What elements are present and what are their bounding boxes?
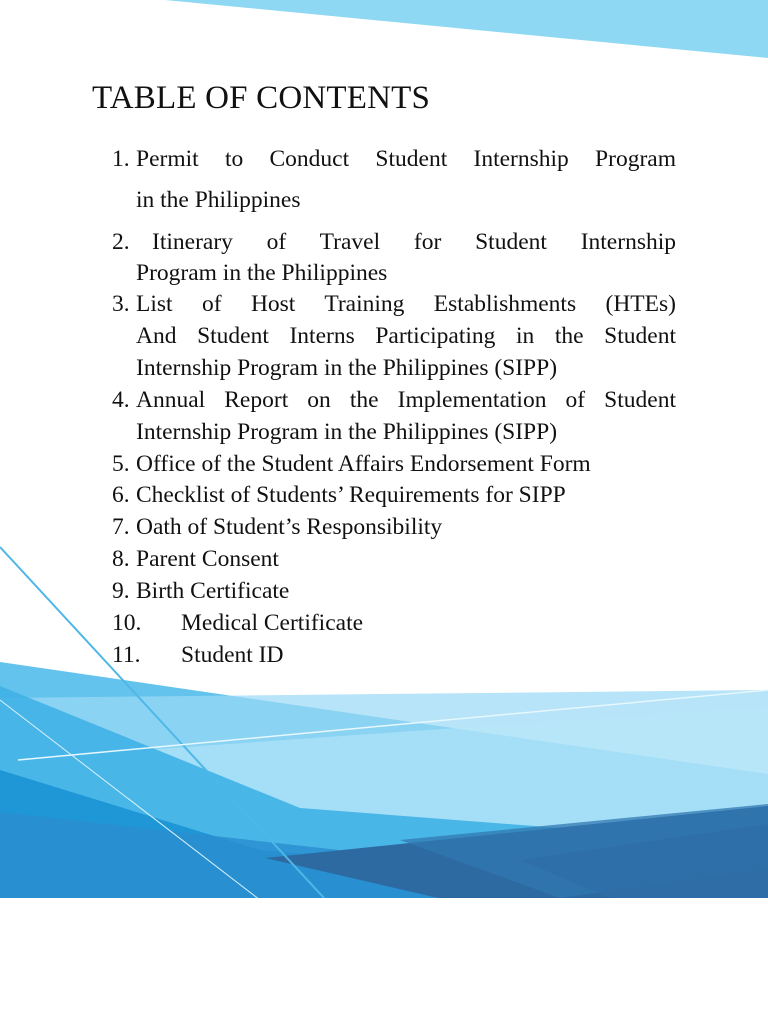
page-title: TABLE OF CONTENTS xyxy=(92,80,431,116)
toc-item-1-line-1: Permit to Conduct Student Internship Program xyxy=(136,146,676,172)
toc-item-7-number: 7. xyxy=(112,514,130,540)
toc-item-4-line-1: Annual Report on the Implementation of Student xyxy=(136,387,676,413)
toc-item-4-line-2: Internship Program in the Philippines (SIPP) xyxy=(136,419,558,445)
toc-item-3-number: 3. xyxy=(112,291,130,317)
toc-item-7-line-1: Oath of Student’s Responsibility xyxy=(136,514,443,540)
toc-item-11-line-1: Student ID xyxy=(181,642,284,668)
toc-item-6-line-1: Checklist of Students’ Requirements for SIPP xyxy=(136,482,566,508)
toc-item-2-line-1: Itinerary of Travel for Student Internship xyxy=(152,229,676,255)
toc-item-1-line-2: in the Philippines xyxy=(136,187,301,213)
toc-item-1-number: 1. xyxy=(112,146,130,172)
toc-item-8-line-1: Parent Consent xyxy=(136,546,279,572)
toc-item-6-number: 6. xyxy=(112,482,130,508)
toc-item-11-number: 11. xyxy=(112,642,141,668)
toc-item-10-number: 10. xyxy=(112,610,142,636)
toc-item-2-line-2: Program in the Philippines xyxy=(136,260,388,286)
toc-item-10-line-1: Medical Certificate xyxy=(181,610,364,636)
toc-item-5-line-1: Office of the Student Affairs Endorsement Form xyxy=(136,451,591,477)
toc-item-9-line-1: Birth Certificate xyxy=(136,578,290,604)
toc-item-9-number: 9. xyxy=(112,578,130,604)
toc-item-5-number: 5. xyxy=(112,451,130,477)
toc-item-3-line-2: And Student Interns Participating in the Student xyxy=(136,323,676,349)
toc-item-3-line-1: List of Host Training Establishments (HTEs) xyxy=(136,291,676,317)
toc-item-3-line-3: Internship Program in the Philippines (SIPP) xyxy=(136,355,558,381)
toc-item-2-number: 2. xyxy=(112,229,130,255)
toc-item-4-number: 4. xyxy=(112,387,130,413)
toc-item-8-number: 8. xyxy=(112,546,130,572)
